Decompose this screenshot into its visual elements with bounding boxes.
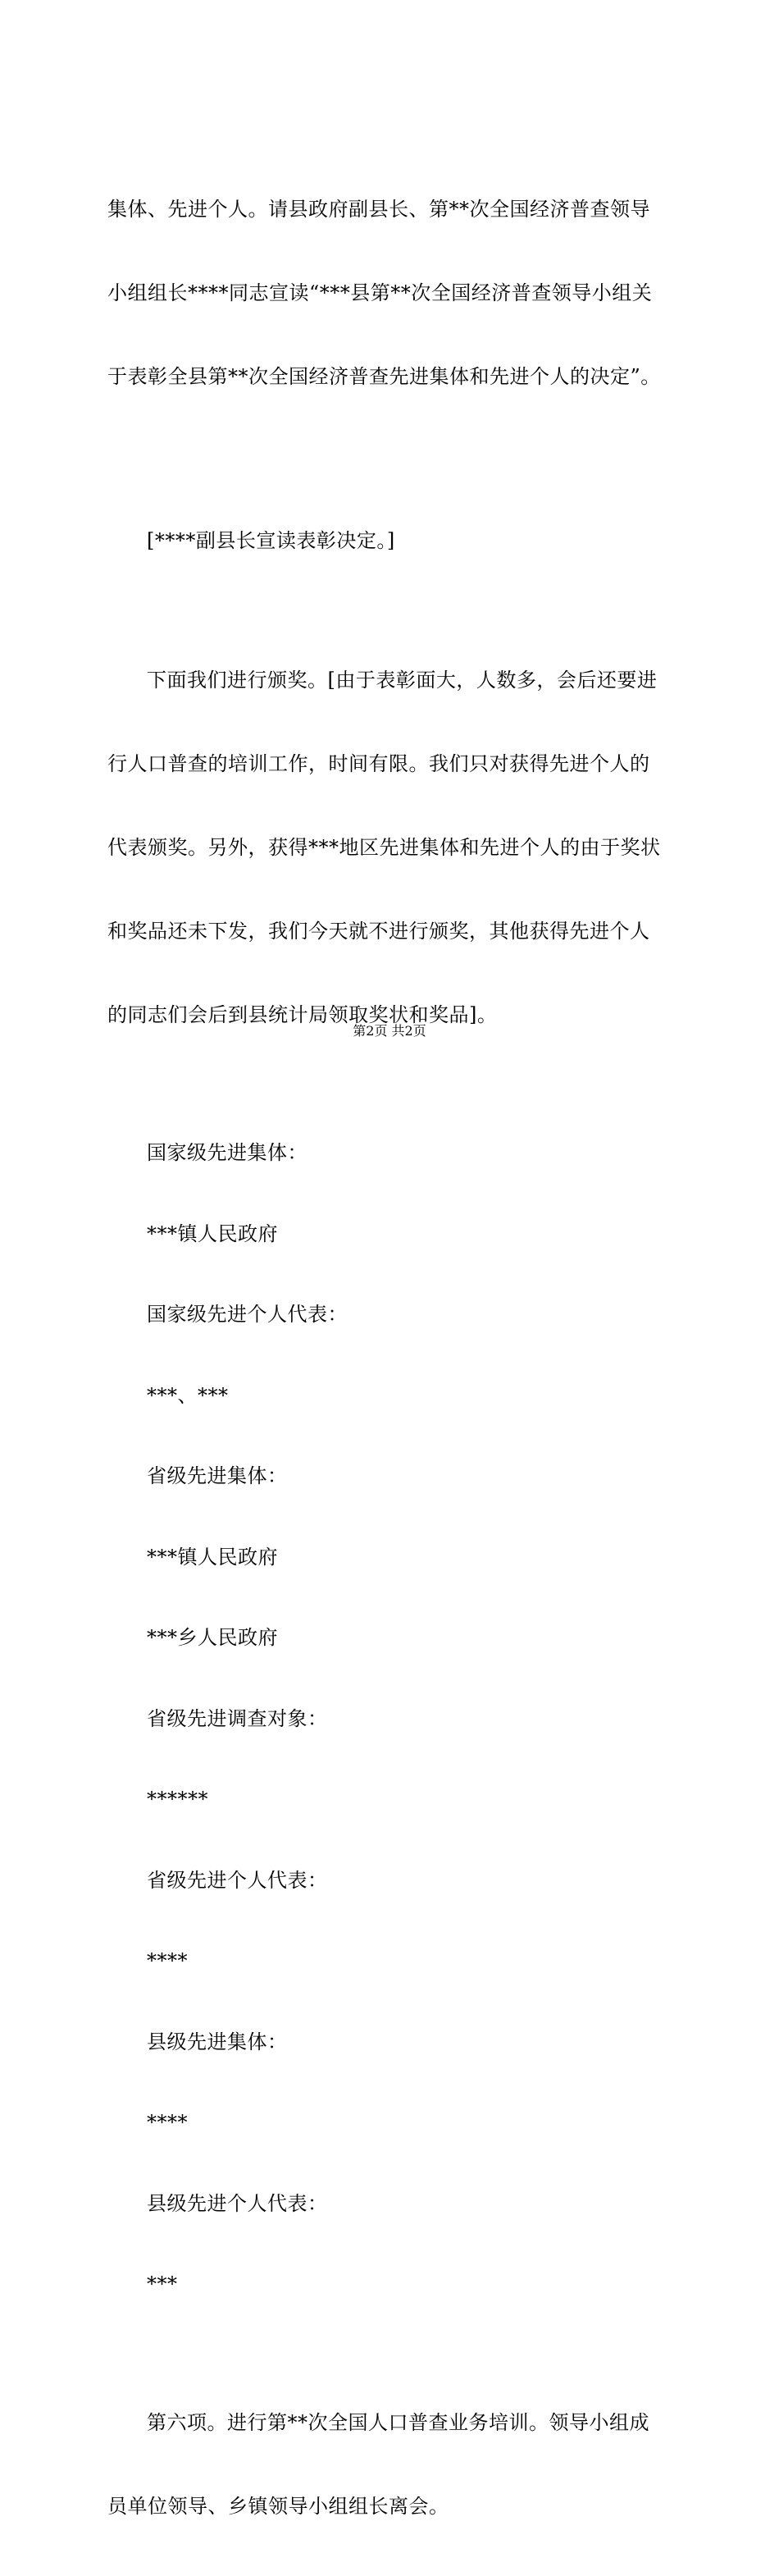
- text-line: 集体、先进个人。请县政府副县长、第**次全国经济普查领导: [107, 198, 650, 221]
- text-line: 下面我们进行颁奖。[由于表彰面大，人数多，会后还要进: [147, 669, 658, 692]
- text-line: 行人口普查的培训工作，时间有限。我们只对获得先进个人的: [107, 752, 650, 775]
- text-line: 于表彰全县第**次全国经济普查先进集体和先进个人的决定”。: [107, 365, 661, 388]
- list-item: 县级先进集体：: [147, 2030, 288, 2053]
- list-item: ***乡人民政府: [147, 1626, 278, 1649]
- list-item: ***镇人民政府: [147, 1222, 278, 1245]
- text-line: 第六项。进行第**次全国人口普查业务培训。领导小组成: [147, 2410, 649, 2434]
- paragraph-4: [107, 2353, 698, 2576]
- paragraph-3: [107, 610, 698, 1085]
- text-line: 代表颁奖。另外，获得***地区先进集体和先进个人的由于奖状: [107, 836, 661, 859]
- list-item: ****: [147, 2111, 188, 2134]
- list-item: ****: [147, 1949, 188, 1972]
- text-line: 小组组长****同志宣读“***县第**次全国经济普查领导小组关: [107, 281, 653, 304]
- text-line: 和奖品还未下发，我们今天就不进行颁奖，其他获得先进个人: [107, 920, 650, 943]
- list-item: 省级先进集体：: [147, 1464, 288, 1487]
- text-line: 员单位领导、乡镇领导小组组长离会。: [107, 2494, 449, 2518]
- paragraph-1: [107, 139, 698, 446]
- page-number: 第2页 共2页: [353, 1023, 426, 1039]
- text-line: 的同志们会后到县统计局领取奖状和奖品]。: [107, 1003, 498, 1026]
- award-list: [107, 1085, 698, 2353]
- list-item: 国家级先进个人代表：: [147, 1303, 348, 1326]
- list-item: ***镇人民政府: [147, 1545, 278, 1569]
- list-item: 县级先进个人代表：: [147, 2191, 328, 2215]
- list-item: ***: [147, 2272, 178, 2295]
- list-item: 省级先进调查对象：: [147, 1706, 328, 1730]
- text-line: [****副县长宣读表彰决定。]: [147, 529, 395, 552]
- document-body: [107, 139, 698, 2576]
- paragraph-spacer: [107, 446, 698, 471]
- paragraph-2: [107, 471, 698, 610]
- list-item: 国家级先进集体：: [147, 1141, 308, 1164]
- list-item: 省级先进个人代表：: [147, 1868, 328, 1892]
- page-footer: [0, 1021, 779, 1039]
- list-item: ***、***: [147, 1383, 229, 1407]
- list-item: ******: [147, 1788, 208, 1811]
